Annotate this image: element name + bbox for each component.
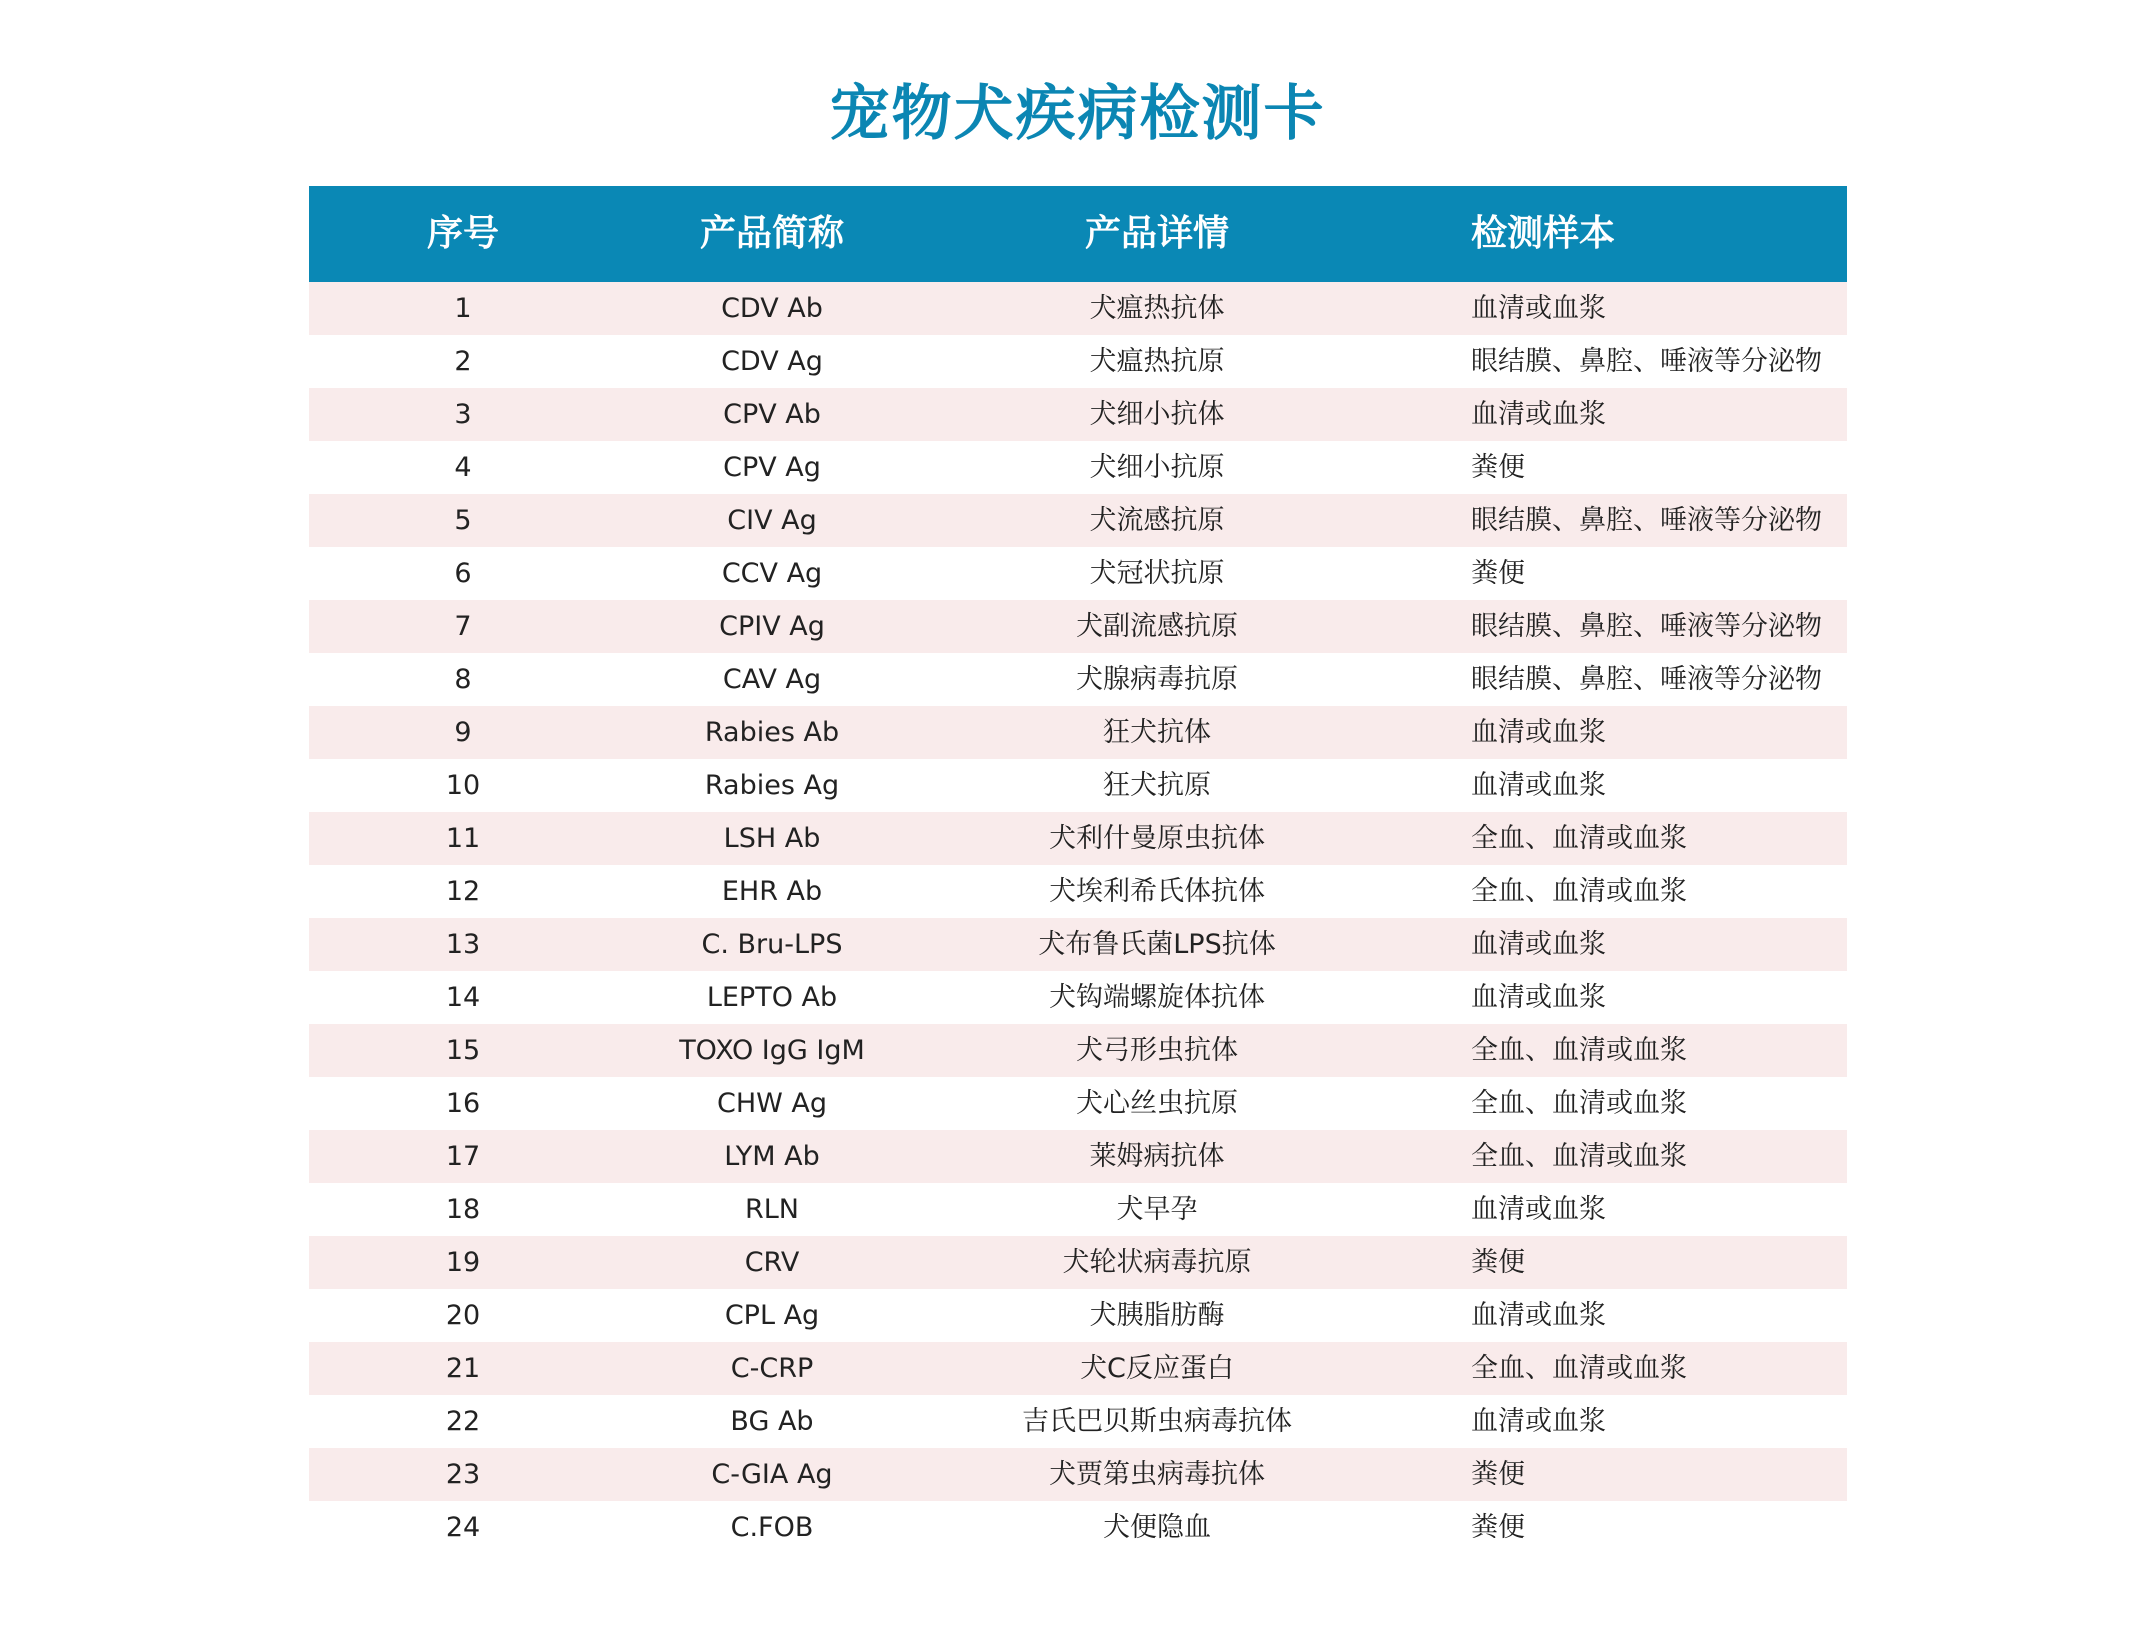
table-row <box>309 1024 1847 1077</box>
cell-detail: 犬腺病毒抗原 <box>1076 664 1238 695</box>
cell-short-name: CPL Ag <box>724 1300 820 1331</box>
cell-index: 13 <box>445 929 481 960</box>
cell-short-name: CDV Ab <box>721 293 823 324</box>
cell-index: 19 <box>445 1247 481 1278</box>
cell-detail: 犬胰脂肪酶 <box>1089 1300 1225 1331</box>
cell-index: 22 <box>445 1406 481 1437</box>
cell-sample: 血清或血浆 <box>1471 399 1606 430</box>
cell-sample: 眼结膜、鼻腔、唾液等分泌物 <box>1471 611 1822 642</box>
table-row <box>309 706 1847 759</box>
table-row <box>309 1501 1847 1554</box>
cell-index: 21 <box>445 1353 481 1384</box>
cell-index: 8 <box>454 664 472 695</box>
cell-short-name: CPIV Ag <box>719 611 825 642</box>
cell-short-name: TOXO IgG IgM <box>679 1035 865 1066</box>
table-row <box>309 865 1847 918</box>
cell-short-name: Rabies Ag <box>704 770 840 801</box>
cell-index: 10 <box>445 770 481 801</box>
cell-sample: 血清或血浆 <box>1471 770 1606 801</box>
column-header-detail: 产品详情 <box>1084 213 1229 254</box>
cell-short-name: C. Bru-LPS <box>701 929 843 960</box>
table-row <box>309 335 1847 388</box>
table-row <box>309 282 1847 335</box>
cell-short-name: BG Ab <box>730 1406 814 1437</box>
cell-short-name: CDV Ag <box>721 346 823 377</box>
cell-detail: 犬贾第虫病毒抗体 <box>1049 1459 1265 1490</box>
cell-short-name: RLN <box>745 1194 799 1225</box>
table-header-row <box>309 186 1847 282</box>
table-row <box>309 971 1847 1024</box>
cell-index: 1 <box>454 293 472 324</box>
cell-index: 15 <box>445 1035 481 1066</box>
cell-sample: 眼结膜、鼻腔、唾液等分泌物 <box>1471 664 1822 695</box>
cell-index: 4 <box>454 452 472 483</box>
cell-detail: 莱姆病抗体 <box>1089 1141 1225 1172</box>
cell-sample: 血清或血浆 <box>1471 293 1606 324</box>
cell-sample: 全血、血清或血浆 <box>1471 1035 1687 1066</box>
table-body <box>309 282 1847 1554</box>
cell-detail: 犬C反应蛋白 <box>1080 1353 1234 1384</box>
product-table-container <box>309 186 1847 1554</box>
cell-short-name: LEPTO Ab <box>706 982 838 1013</box>
table-row <box>309 1342 1847 1395</box>
page-title: 宠物犬疾病检测卡 <box>829 79 1326 149</box>
cell-sample: 粪便 <box>1471 452 1525 483</box>
column-header-short-name: 产品简称 <box>699 213 844 254</box>
cell-index: 17 <box>445 1141 481 1172</box>
cell-index: 2 <box>454 346 472 377</box>
product-table <box>309 186 1847 1554</box>
cell-sample: 血清或血浆 <box>1471 717 1606 748</box>
cell-short-name: LYM Ab <box>724 1141 820 1172</box>
cell-detail: 犬早孕 <box>1116 1194 1198 1225</box>
cell-short-name: LSH Ab <box>723 823 821 854</box>
column-header-sample: 检测样本 <box>1471 213 1616 254</box>
table-row <box>309 918 1847 971</box>
cell-index: 3 <box>454 399 472 430</box>
cell-detail: 犬钩端螺旋体抗体 <box>1049 982 1265 1013</box>
table-row <box>309 600 1847 653</box>
table-row <box>309 812 1847 865</box>
cell-short-name: C-GIA Ag <box>711 1459 833 1490</box>
cell-sample: 粪便 <box>1471 1512 1525 1543</box>
cell-sample: 全血、血清或血浆 <box>1471 1353 1687 1384</box>
cell-sample: 眼结膜、鼻腔、唾液等分泌物 <box>1471 346 1822 377</box>
cell-detail: 犬心丝虫抗原 <box>1076 1088 1238 1119</box>
table-row <box>309 1183 1847 1236</box>
cell-detail: 犬瘟热抗体 <box>1089 293 1225 324</box>
table-row <box>309 653 1847 706</box>
cell-sample: 全血、血清或血浆 <box>1471 876 1687 907</box>
cell-short-name: CRV <box>744 1247 800 1278</box>
cell-short-name: CPV Ab <box>723 399 821 430</box>
cell-detail: 犬副流感抗原 <box>1076 611 1238 642</box>
cell-index: 20 <box>445 1300 481 1331</box>
cell-sample: 血清或血浆 <box>1471 982 1606 1013</box>
cell-short-name: CPV Ag <box>723 452 821 483</box>
cell-index: 16 <box>445 1088 481 1119</box>
cell-detail: 吉氏巴贝斯虫病毒抗体 <box>1022 1406 1292 1437</box>
cell-sample: 血清或血浆 <box>1471 1194 1606 1225</box>
cell-detail: 犬便隐血 <box>1103 1512 1211 1543</box>
table-row <box>309 1395 1847 1448</box>
cell-detail: 犬布鲁氏菌LPS抗体 <box>1038 929 1276 960</box>
table-row <box>309 1077 1847 1130</box>
table-row <box>309 1130 1847 1183</box>
cell-index: 11 <box>445 823 481 854</box>
table-row <box>309 1448 1847 1501</box>
cell-short-name: CIV Ag <box>727 505 817 536</box>
cell-detail: 狂犬抗体 <box>1103 717 1211 748</box>
cell-short-name: EHR Ab <box>721 876 823 907</box>
cell-index: 5 <box>454 505 472 536</box>
cell-index: 18 <box>445 1194 481 1225</box>
table-row <box>309 1289 1847 1342</box>
table-row <box>309 1236 1847 1289</box>
table-row <box>309 388 1847 441</box>
cell-detail: 犬轮状病毒抗原 <box>1062 1247 1252 1278</box>
cell-sample: 粪便 <box>1471 1247 1525 1278</box>
cell-index: 6 <box>454 558 472 589</box>
column-header-index: 序号 <box>426 213 499 254</box>
cell-sample: 血清或血浆 <box>1471 1406 1606 1437</box>
cell-short-name: CAV Ag <box>722 664 822 695</box>
table-row <box>309 441 1847 494</box>
cell-index: 7 <box>454 611 472 642</box>
cell-detail: 犬埃利希氏体抗体 <box>1049 876 1265 907</box>
cell-index: 9 <box>454 717 472 748</box>
cell-short-name: C.FOB <box>730 1512 814 1543</box>
cell-sample: 粪便 <box>1471 1459 1525 1490</box>
cell-sample: 血清或血浆 <box>1471 1300 1606 1331</box>
cell-detail: 狂犬抗原 <box>1103 770 1211 801</box>
cell-sample: 血清或血浆 <box>1471 929 1606 960</box>
cell-sample: 眼结膜、鼻腔、唾液等分泌物 <box>1471 505 1822 536</box>
cell-detail: 犬冠状抗原 <box>1089 558 1225 589</box>
cell-short-name: CHW Ag <box>716 1088 828 1119</box>
cell-sample: 全血、血清或血浆 <box>1471 1088 1687 1119</box>
cell-index: 23 <box>445 1459 481 1490</box>
cell-detail: 犬细小抗原 <box>1089 452 1225 483</box>
table-header <box>309 186 1847 282</box>
cell-sample: 全血、血清或血浆 <box>1471 1141 1687 1172</box>
cell-detail: 犬弓形虫抗体 <box>1076 1035 1238 1066</box>
cell-index: 24 <box>445 1512 481 1543</box>
cell-detail: 犬细小抗体 <box>1089 399 1225 430</box>
table-row <box>309 547 1847 600</box>
cell-sample: 粪便 <box>1471 558 1525 589</box>
cell-short-name: CCV Ag <box>721 558 823 589</box>
cell-short-name: Rabies Ab <box>704 717 840 748</box>
table-row <box>309 759 1847 812</box>
cell-detail: 犬流感抗原 <box>1089 505 1225 536</box>
table-row <box>309 494 1847 547</box>
cell-short-name: C-CRP <box>730 1353 814 1384</box>
cell-detail: 犬利什曼原虫抗体 <box>1049 823 1265 854</box>
cell-detail: 犬瘟热抗原 <box>1089 346 1225 377</box>
cell-sample: 全血、血清或血浆 <box>1471 823 1687 854</box>
cell-index: 14 <box>445 982 481 1013</box>
cell-index: 12 <box>445 876 481 907</box>
